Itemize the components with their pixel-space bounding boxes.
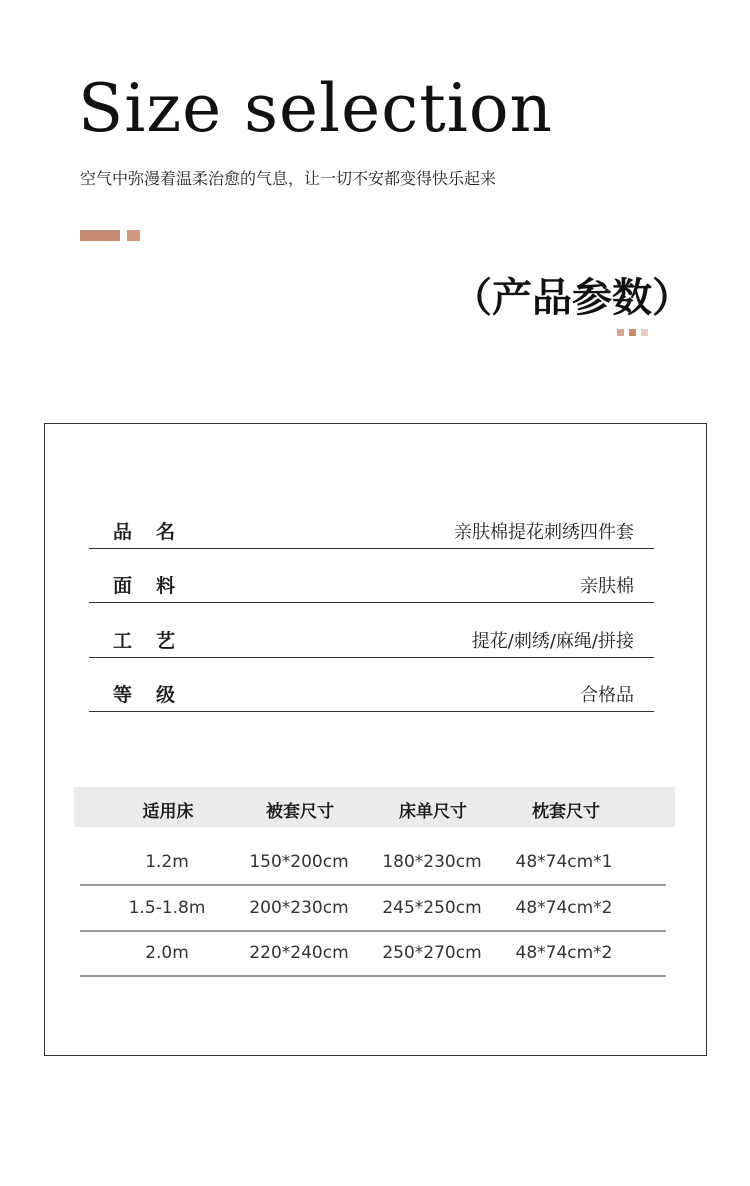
cell-duvet: 220*240cm: [249, 943, 349, 963]
page-title: Size selection: [78, 70, 554, 147]
header-bed: 适用床: [142, 802, 194, 822]
param-value: 提花/刺绣/麻绳/拼接: [471, 631, 634, 652]
cell-bed: 2.0m: [145, 943, 189, 963]
cell-sheet: 250*270cm: [382, 943, 482, 963]
param-row-craft: [89, 618, 654, 658]
dot-2: [629, 329, 636, 336]
table-row: [80, 886, 666, 932]
param-row-grade: [89, 672, 654, 712]
section-heading: （产品参数）: [452, 275, 692, 321]
param-value: 亲肤棉: [580, 576, 634, 597]
header-sheet: 床单尺寸: [399, 802, 467, 822]
decorative-dots: [617, 329, 648, 336]
cell-pillowcase: 48*74cm*2: [515, 898, 613, 918]
cell-bed: 1.2m: [145, 852, 189, 872]
page-subtitle: 空气中弥漫着温柔治愈的气息，让一切不安都变得快乐起来: [80, 169, 497, 188]
cell-pillowcase: 48*74cm*1: [515, 852, 613, 872]
table-row: [80, 931, 666, 977]
cell-bed: 1.5-1.8m: [128, 898, 206, 918]
param-label: 品名: [113, 521, 200, 543]
param-row-fabric: [89, 563, 654, 603]
cell-sheet: 180*230cm: [382, 852, 482, 872]
dot-1: [617, 329, 624, 336]
accent-bar-short: [127, 230, 140, 241]
header-duvet: 被套尺寸: [266, 802, 334, 822]
table-row: [80, 840, 666, 886]
param-value: 亲肤棉提花刺绣四件套: [454, 522, 634, 543]
cell-sheet: 245*250cm: [382, 898, 482, 918]
param-label: 工艺: [113, 630, 200, 652]
size-table-header: [74, 787, 675, 827]
param-label: 面料: [113, 575, 200, 597]
cell-duvet: 200*230cm: [249, 898, 349, 918]
param-value: 合格品: [580, 685, 634, 706]
param-label: 等级: [113, 684, 200, 706]
accent-bar-long: [80, 230, 120, 241]
header-pillowcase: 枕套尺寸: [532, 802, 600, 822]
dot-3: [641, 329, 648, 336]
param-row-name: [89, 509, 654, 549]
cell-duvet: 150*200cm: [249, 852, 349, 872]
cell-pillowcase: 48*74cm*2: [515, 943, 613, 963]
